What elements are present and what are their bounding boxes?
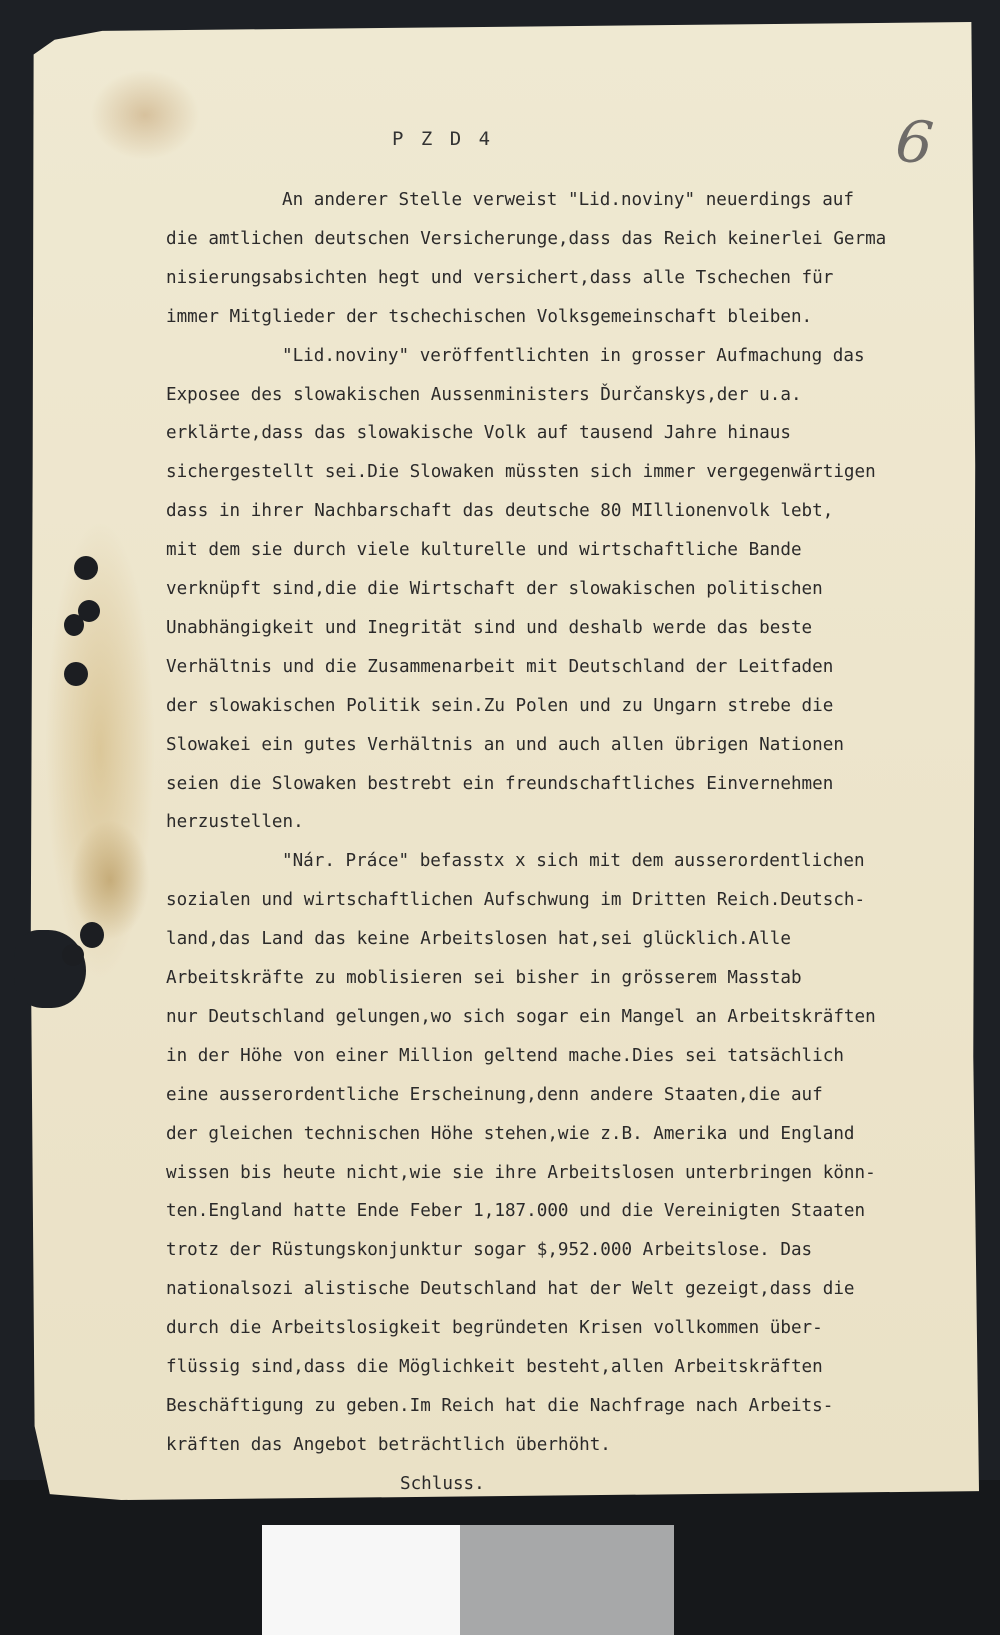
text-line: seien die Slowaken bestrebt ein freundschaftliches Einvernehmen <box>166 773 834 794</box>
page-heading: P Z D 4 <box>392 128 494 150</box>
text-line: dass in ihrer Nachbarschaft das deutsche 80 MIllionenvolk lebt, <box>166 501 834 522</box>
text-line: mit dem sie durch viele kulturelle und wirtschaftliche Bande <box>166 540 802 561</box>
text-line: Beschäftigung zu geben.Im Reich hat die Nachfrage nach Arbeits- <box>166 1395 834 1416</box>
color-calibration-gray <box>460 1525 674 1635</box>
text-line: in der Höhe von einer Million geltend mache.Dies sei tatsächlich <box>166 1045 844 1066</box>
text-line: Unabhängigkeit und Inegrität sind und deshalb werde das beste <box>166 617 813 638</box>
text-line: erklärte,dass das slowakische Volk auf tausend Jahre hinaus <box>166 423 791 444</box>
text-line: herzustellen. <box>166 812 304 833</box>
text-line: Schluss. <box>400 1473 485 1494</box>
text-line: der slowakischen Politik sein.Zu Polen und zu Ungarn strebe die <box>166 695 834 716</box>
text-line: sozialen und wirtschaftlichen Aufschwung im Dritten Reich.Deutsch- <box>166 890 866 911</box>
text-line: eine ausserordentliche Erscheinung,denn andere Staaten,die auf <box>166 1084 823 1105</box>
text-line: durch die Arbeitslosigkeit begründeten Krisen vollkommen über- <box>166 1318 823 1339</box>
text-line: nur Deutschland gelungen,wo sich sogar ein Mangel an Arbeitskräften <box>166 1006 876 1027</box>
text-line: "Nár. Práce" befasstx x sich mit dem ausserordentlichen <box>282 851 865 872</box>
text-line: nisierungsabsichten hegt und versichert,dass alle Tschechen für <box>166 267 834 288</box>
text-line: flüssig sind,dass die Möglichkeit besteht,allen Arbeitskräften <box>166 1357 823 1377</box>
text-line: Slowakei ein gutes Verhältnis an und auch allen übrigen Nationen <box>166 734 844 755</box>
text-line: Exposee des slowakischen Aussenministers Ďurčanskys,der u.a. <box>166 384 802 405</box>
text-line: Verhältnis und die Zusammenarbeit mit Deutschland der Leitfaden <box>166 656 834 677</box>
text-line: land,das Land das keine Arbeitslosen hat,sei glücklich.Alle <box>166 929 791 950</box>
text-line: der gleichen technischen Höhe stehen,wie z.B. Amerika und England <box>166 1123 855 1144</box>
text-line: immer Mitglieder der tschechischen Volksgemeinschaft bleiben. <box>166 306 813 327</box>
text-line: Arbeitskräfte zu moblisieren sei bisher in grösserem Masstab <box>166 968 802 988</box>
text-line: "Lid.noviny" veröffentlichten in grosser Aufmachung das <box>282 345 865 366</box>
text-line: verknüpft sind,die die Wirtschaft der slowakischen politischen <box>166 579 823 599</box>
text-line: trotz der Rüstungskonjunktur sogar $,952.000 Arbeitslose. Das <box>166 1240 813 1261</box>
text-line: nationalsozi alistische Deutschland hat der Welt gezeigt,dass die <box>166 1279 855 1300</box>
text-line: die amtlichen deutschen Versicherunge,dass das Reich keinerlei Germa <box>166 228 887 249</box>
handwritten-page-number: 6 <box>892 106 937 178</box>
color-calibration-white <box>262 1525 460 1635</box>
text-line: kräften das Angebot beträchtlich überhöht. <box>166 1434 611 1455</box>
text-line: sichergestellt sei.Die Slowaken müssten sich immer vergegenwärtigen <box>166 462 876 483</box>
text-line: ten.England hatte Ende Feber 1,187.000 und die Vereinigten Staaten <box>166 1201 866 1222</box>
text-line: An anderer Stelle verweist "Lid.noviny" neuerdings auf <box>282 190 854 210</box>
text-line: wissen bis heute nicht,wie sie ihre Arbeitslosen unterbringen könn- <box>166 1162 876 1183</box>
